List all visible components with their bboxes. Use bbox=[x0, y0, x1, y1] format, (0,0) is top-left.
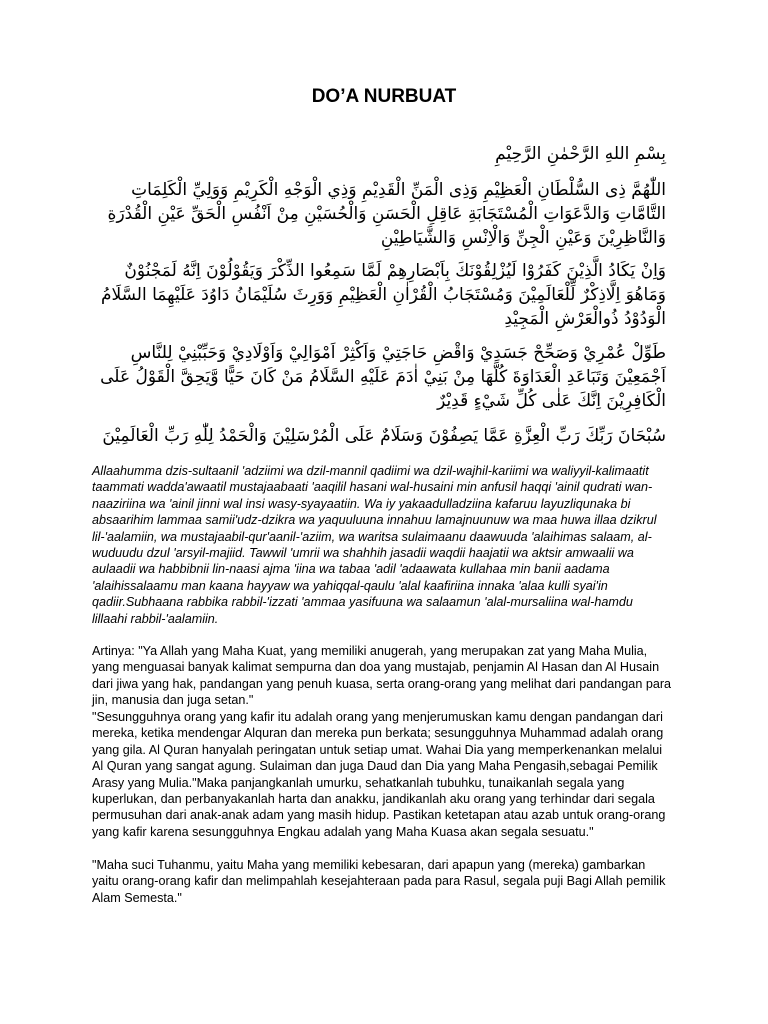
arabic-paragraph-3 bbox=[92, 341, 666, 413]
page-title: DO’A NURBUAT bbox=[311, 86, 457, 107]
arabic-closing bbox=[92, 424, 666, 448]
arabic-paragraph-1-text: اللّٰهُمَّ ذِى السُّلْطَانِ الْعَظِيْمِ وَذِى الْمَنِّ الْقَدِيْمِ وَذِي الْوَجْهِ الْكَرِيْمِ وَوَلِيِّ الْكَلِمَاتِ التَّامَّاتِ وَالدَّعَوَاتِ الْمُسْتَجَابَةِ عَاقِلِ الْحَسَنِ وَالْحُسَيْنِ مِنْ اَنْفُسِ الْحَقِّ عَيْنِ الْقُدْرَةِ وَالنَّاظِرِيْنَ وَعَيْنِ الْجِنِّ وَالْاِنْسِ وَالشَّيَاطِيْنِ bbox=[107, 180, 666, 248]
transliteration-paragraph: Allaahumma dzis-sultaanil 'adziimi wa dzil-mannil qadiimi wa dzil-wajhil-kariimi wa waliyyil-kalimaatit taammati wadda'awaatil mustajaabaati 'aaqilil hasani wal-husaini min anfusil haqqi 'ainil qudrati wan-naaziriina wa 'ainil jinni wal insi wasy-syayaatiin. Wa iy yakaadulladziina kafaruu layuzliqunaka bi absaarihim lammaa samii'udz-dzikra wa yaquuluuna innahuu lamajnuunuw wa maa huwa illaa dzikrul lil-'aalamiin, wa mustajaabil-qur'aanil-'aziim, wa waritsa sulaimaanu daawuuda 'alaihimas salaam, al-wuduudu dzul 'arsyil-majiid. Tawwil 'umrii wa shahhih jasadii waqdii haajatii wa aktsir amwaalii wa aulaadii wa habbibnii lin-naasi ajma 'iina wa tabaa 'adil 'adaawata kullahaa min banii aadama 'alaihissalaamu man kaana hayyaw wa yahiqqal-qaulu 'alal kaafiriina innaka 'alaa kulli syai'in qadiir.Subhaana rabbika rabbil-'izzati 'ammaa yasifuuna wa salaamun 'alal-mursaliina wal-hamdu lillaahi rabbil-'aalamiin. bbox=[92, 464, 657, 626]
translation-closing: "Maha suci Tuhanmu, yaitu Maha yang memiliki kebesaran, dari apapun yang (mereka) gambarkan yaitu orang-orang kafir dan melimpahlah kesejahteraan pada para Rasul, segala puji Bagi Allah pemilik Alam Semesta." bbox=[92, 858, 666, 905]
arabic-basmala-text: بِسْمِ اللهِ الرَّحْمٰنِ الرَّحِيْمِ bbox=[495, 144, 666, 164]
translation-main: "Sesungguhnya orang yang kafir itu adalah orang yang menjerumuskan kamu dengan pandangan dari mereka, ketika mendengar Alquran dan mereka pun berkata; sesungguhnya Muhammad adalah orang yang gila. Al Quran hanyalah peringatan untuk setiap umat. Wahai Dia yang memperkenankan melalui Al Quran yang sangat agung. Sulaiman dan juga Daud dan Dia yang Maha Pengasih,sebagai Pemilik Arasy yang Mulia."Maka panjangkanlah umurku, sehatkanlah tubuhku, tunaikanlah segala yang kuperlukan, dan perbanyakanlah harta dan anakku, jandikanlah aku orang yang terhindar dari segala permusuhan dari anak-anak adam yang masih hidup. Pastikan ketetapan atau azab untuk orang-orang yang kafir karena sesungguhnya Engkau adalah yang Maha Kuasa akan segala sesuatu." bbox=[92, 710, 666, 839]
translation-intro: Artinya: "Ya Allah yang Maha Kuat, yang memiliki anugerah, yang merupakan zat yang Maha Mulia, yang menguasai banyak kalimat sempurna dan doa yang mustajab, penjamin Al Hasan dan Al Husain dari jiwa yang hak, pandangan yang penuh kuasa, serta orang-orang yang melihat dari pandangan para jin, manusia dan juga setan." bbox=[92, 644, 672, 708]
arabic-paragraph-2-text: وَاِنْ يَكَادُ الَّذِيْنَ كَفَرُوْا لَيُزْلِقُوْنَكَ بِاَبْصَارِهِمْ لَمَّا سَمِعُوا الذِّكْرَ وَيَقُوْلُوْنَ اِنَّهُ لَمَجْنُوْنٌ وَمَاهُوَ اِلَّاذِكْرٌ لِّلْعَالَمِيْنَ وَمُسْتَجَابُ الْقُرْاٰنِ الْعَظِيْمِ وَوَرِثَ سُلَيْمَانُ دَاوُدَ عَلَيْهِمَا السَّلَامُ الْوَدُوْدُ ذُوالْعَرْشِ الْمَجِيْدِ bbox=[100, 261, 666, 329]
arabic-closing-text: سُبْحَانَ رَبِّكَ رَبِّ الْعِزَّةِ عَمَّا يَصِفُوْنَ وَسَلَامٌ عَلَى الْمُرْسَلِيْنَ وَالْحَمْدُ لِلّٰهِ رَبِّ الْعَالَمِيْنَ bbox=[102, 426, 666, 446]
arabic-basmala bbox=[92, 142, 666, 166]
arabic-paragraph-3-text: طَوِّلْ عُمْرِيْ وَصَحِّحْ جَسَدِيْ وَاقْضِ حَاجَتِيْ وَاَكْثِرْ اَمْوَالِيْ وَاَوْلَادِيْ وَحَبِّبْنِيْ لِلنَّاسِ اَجْمَعِيْنَ وَتَبَاعَدِ الْعَدَاوَةَ كُلَّهَا مِنْ بَنِيْ اٰدَمَ عَلَيْهِ السَّلَامُ مَنْ كَانَ حَيًّا وَّيَحِقَّ الْقَوْلُ عَلَى الْكَافِرِيْنَ اِنَّكَ عَلٰى كُلِّ شَيْءٍ قَدِيْرٌ bbox=[100, 343, 666, 411]
arabic-paragraph-1 bbox=[92, 178, 666, 250]
arabic-paragraph-2 bbox=[92, 259, 666, 331]
